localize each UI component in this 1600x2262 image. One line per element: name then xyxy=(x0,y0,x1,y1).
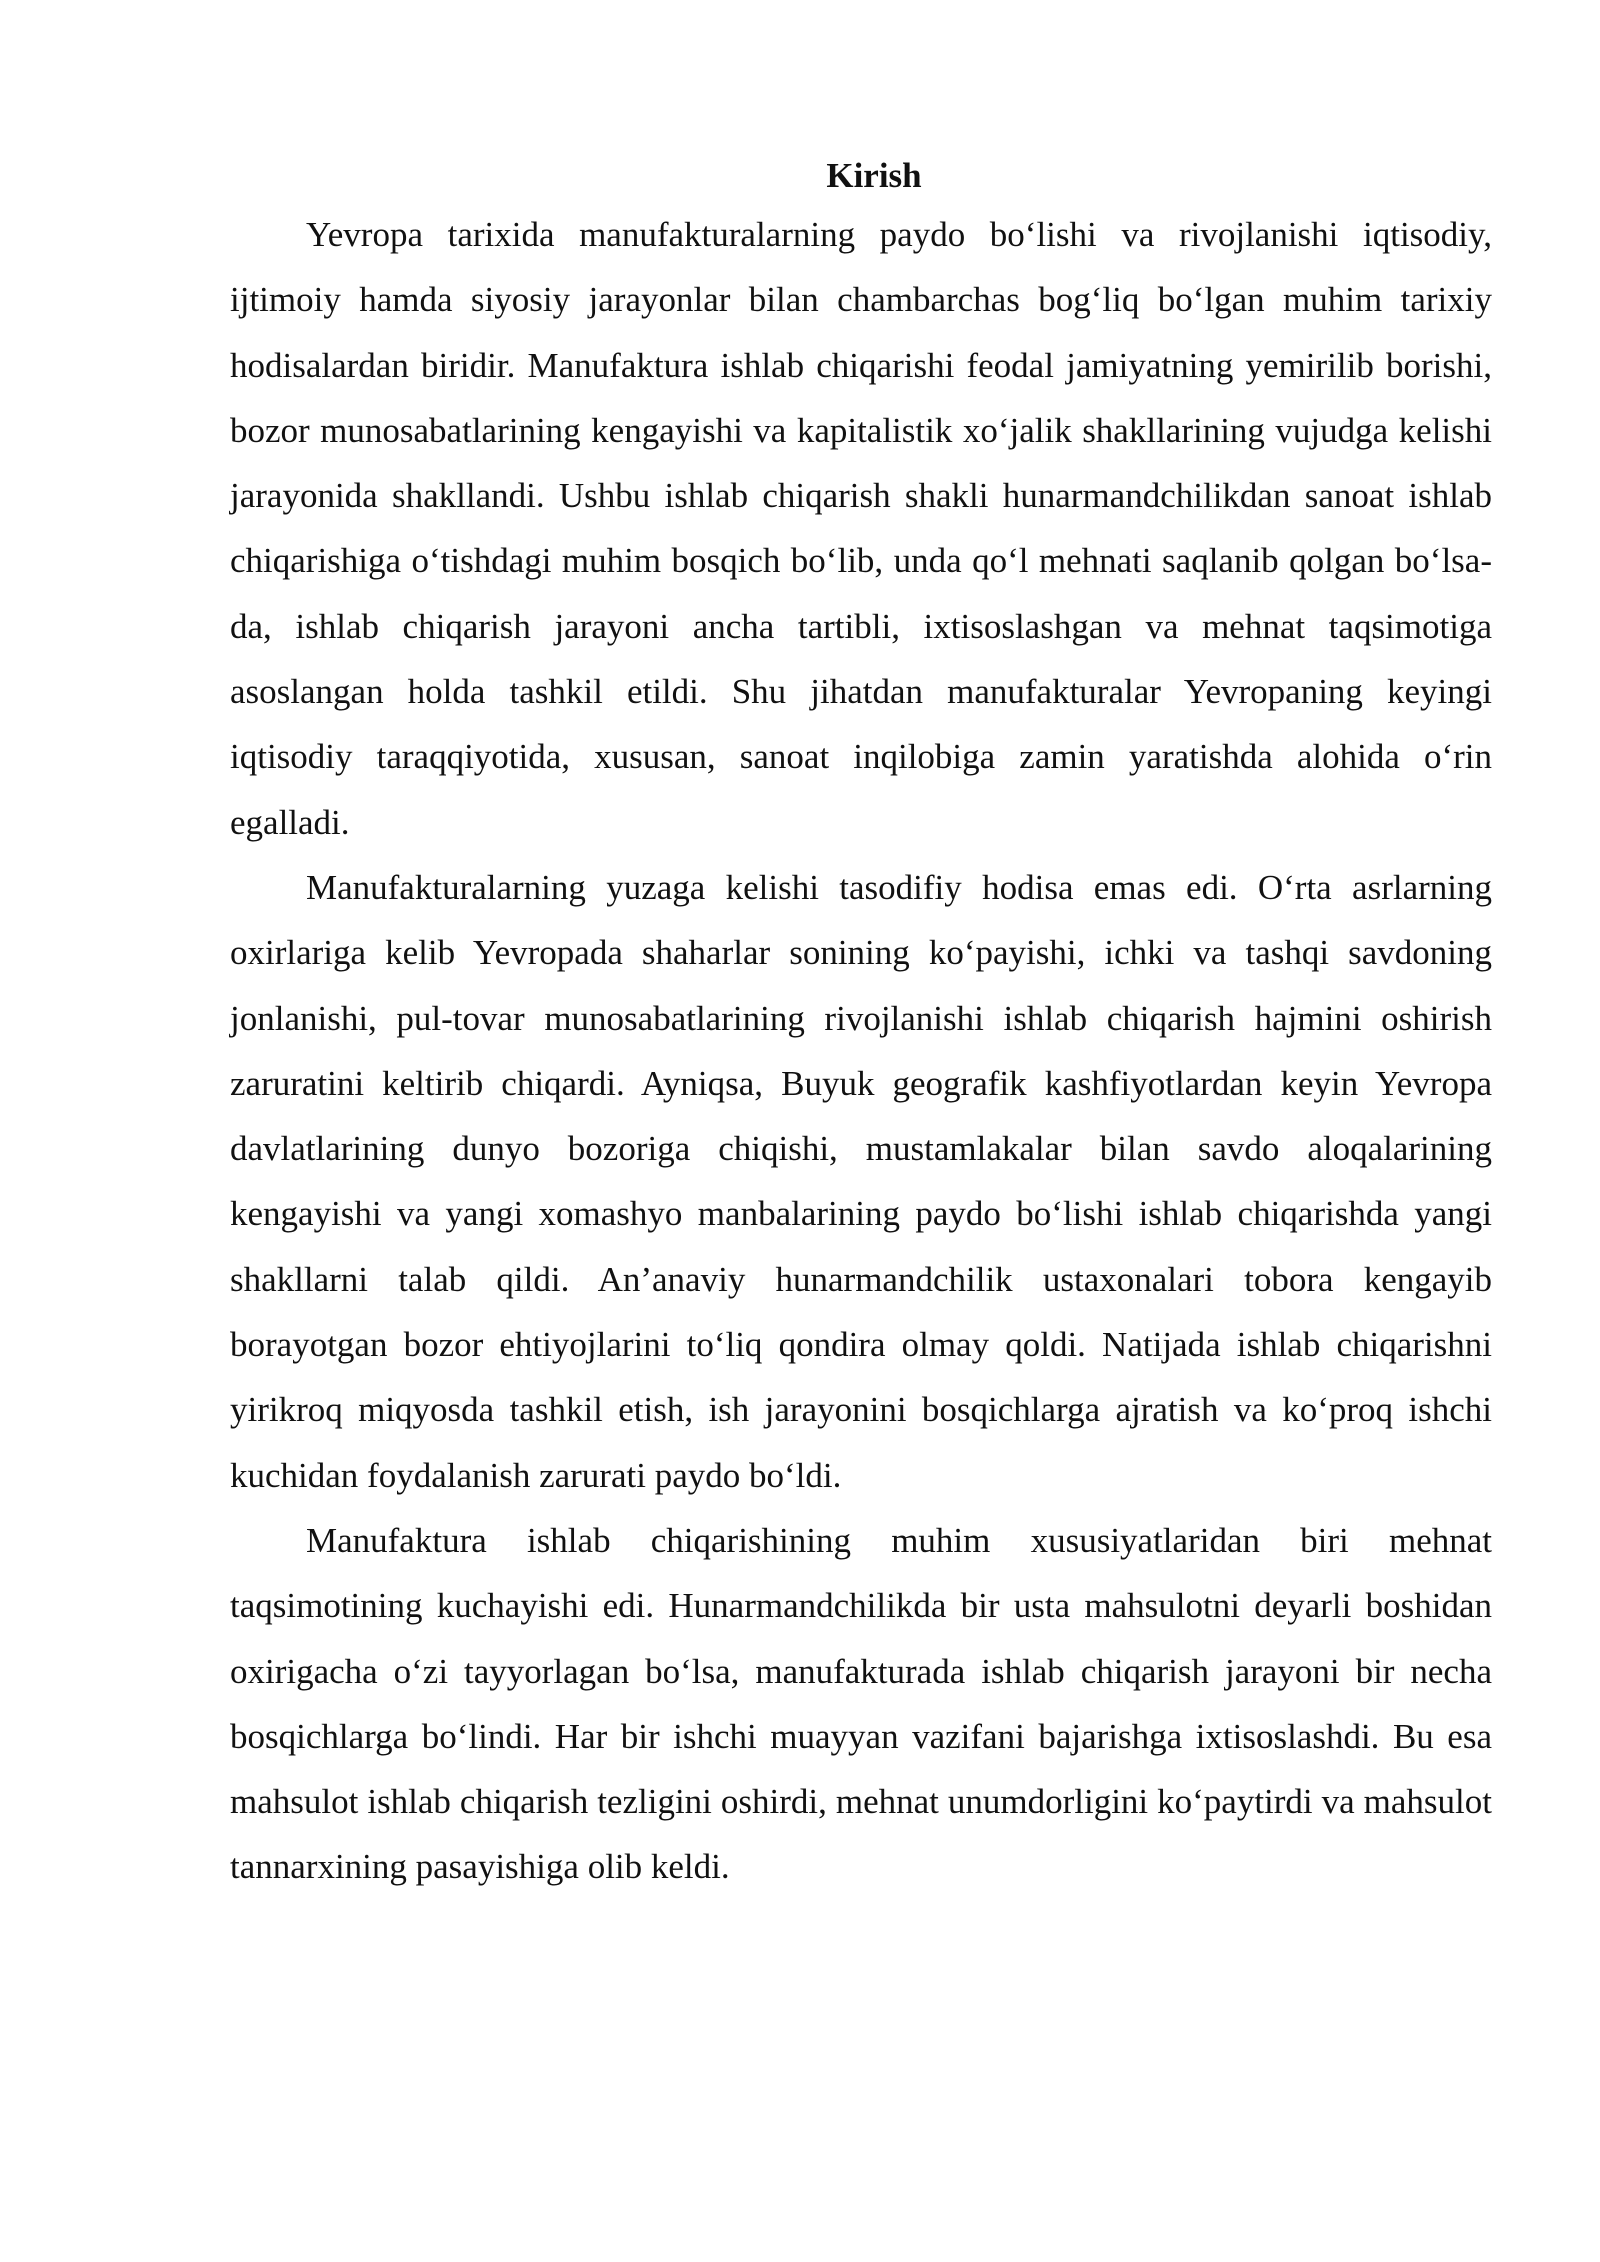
paragraph-3: Manufaktura ishlab chiqarishining muhim xususiyatlaridan biri mehnat taqsimotining kuchayishi edi. Hunarmandchilikda bir usta mahsulotni deyarli boshidan oxirigacha o‘zi tayyorlagan bo‘lsa, manufakturada ishlab chiqarish jarayoni bir necha bosqichlarga bo‘lindi. Har bir ishchi muayyan vazifani bajarishga ixtisoslashdi. Bu esa mahsulot ishlab chiqarish tezligini oshirdi, mehnat unumdorligini ko‘paytirdi va mahsulot tannarxining pasayishiga olib keldi. xyxy=(230,1520,1492,1887)
page-title: Kirish xyxy=(826,156,922,195)
page-content xyxy=(230,150,1492,1900)
paragraph-2: Manufakturalarning yuzaga kelishi tasodifiy hodisa emas edi. O‘rta asrlarning oxirlariga kelib Yevropada shaharlar sonining ko‘payishi, ichki va tashqi savdoning jonlanishi, pul-tovar munosabatlarining rivojlanishi ishlab chiqarish hajmini oshirish zaruratini keltirib chiqardi. Ayniqsa, Buyuk geografik kashfiyotlardan keyin Yevropa davlatlarining dunyo bozoriga chiqishi, mustamlakalar bilan savdo aloqalarining kengayishi va yangi xomashyo manbalarining paydo bo‘lishi ishlab chiqarishda yangi shakllarni talab qildi. An’anaviy hunarmandchilik ustaxonalari tobora kengayib borayotgan bozor ehtiyojlarini to‘liq qondira olmay qoldi. Natijada ishlab chiqarishni yirikroq miqyosda tashkil etish, ish jarayonini bosqichlarga ajratish va ko‘proq ishchi kuchidan foydalanish zarurati paydo bo‘ldi. xyxy=(230,867,1492,1495)
paragraph-1: Yevropa tarixida manufakturalarning paydo bo‘lishi va rivojlanishi iqtisodiy, ijtimoiy hamda siyosiy jarayonlar bilan chambarchas bog‘liq bo‘lgan muhim tarixiy hodisalardan biridir. Manufaktura ishlab chiqarishi feodal jamiyatning yemirilib borishi, bozor munosabatlarining kengayishi va kapitalistik xo‘jalik shakllarining vujudga kelishi jarayonida shakllandi. Ushbu ishlab chiqarish shakli hunarmandchilikdan sanoat ishlab chiqarishiga o‘tishdagi muhim bosqich bo‘lib, unda qo‘l mehnati saqlanib qolgan bo‘lsa-da, ishlab chiqarish jarayoni ancha tartibli, ixtisoslashgan va mehnat taqsimotiga asoslangan holda tashkil etildi. Shu jihatdan manufakturalar Yevropaning keyingi iqtisodiy taraqqiyotida, xususan, sanoat inqilobiga zamin yaratishda alohida o‘rin egalladi. xyxy=(230,215,1492,842)
